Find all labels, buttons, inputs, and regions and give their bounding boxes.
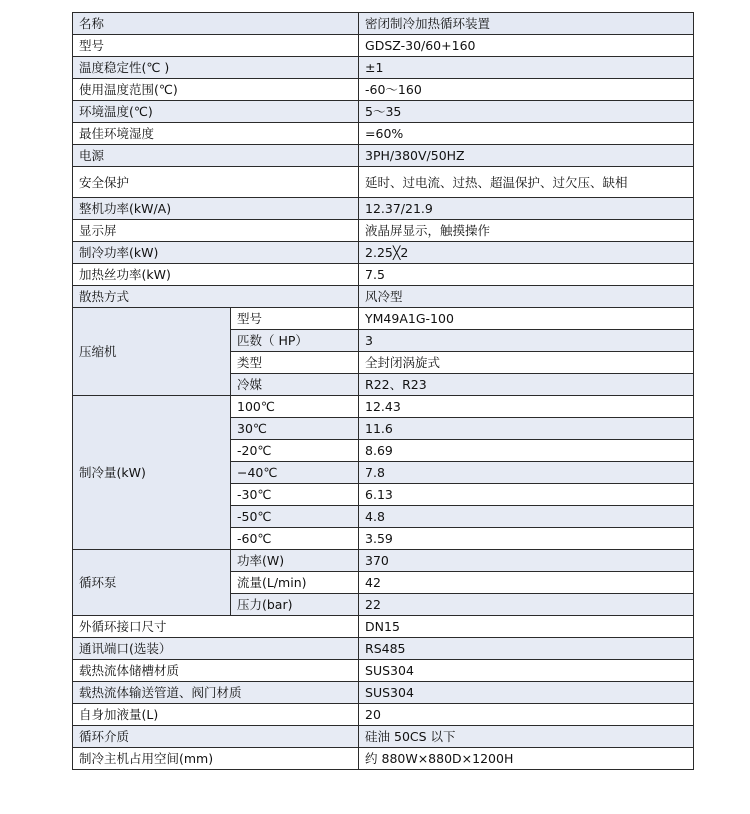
cooling-capacity-sub-label: -20℃	[231, 440, 359, 462]
cooling-capacity-value: 7.8	[359, 462, 694, 484]
spec-label: 通讯端口(选装）	[73, 638, 359, 660]
compressor-value: YM49A1G-100	[359, 308, 694, 330]
compressor-value: R22、R23	[359, 374, 694, 396]
spec-table-body	[73, 13, 694, 770]
header-label: 名称	[73, 13, 359, 35]
spec-label: 载热流体输送管道、阀门材质	[73, 682, 359, 704]
pump-sub-label: 流量(L/min)	[231, 572, 359, 594]
cooling-capacity-sub-label: -60℃	[231, 528, 359, 550]
spec-value: 约 880W×880D×1200H	[359, 748, 694, 770]
spec-label: 最佳环境湿度	[73, 123, 359, 145]
cooling-capacity-group-label: 制冷量(kW)	[73, 396, 231, 550]
spec-value: 12.37/21.9	[359, 198, 694, 220]
spec-value: 硅油 50CS 以下	[359, 726, 694, 748]
table-row	[73, 616, 694, 638]
cooling-capacity-value: 6.13	[359, 484, 694, 506]
spec-value: 延时、过电流、过热、超温保护、过欠压、缺相	[359, 167, 694, 198]
table-row	[73, 79, 694, 101]
spec-label: 整机功率(kW/A)	[73, 198, 359, 220]
spec-label: 循环介质	[73, 726, 359, 748]
spec-label: 载热流体储槽材质	[73, 660, 359, 682]
spec-value: 20	[359, 704, 694, 726]
cooling-capacity-sub-label: −40℃	[231, 462, 359, 484]
spec-value: 液晶屏显示，触摸操作	[359, 220, 694, 242]
cooling-capacity-value: 4.8	[359, 506, 694, 528]
compressor-sub-label: 匹数（ HP）	[231, 330, 359, 352]
spec-label: 显示屏	[73, 220, 359, 242]
table-row	[73, 123, 694, 145]
compressor-sub-label: 类型	[231, 352, 359, 374]
table-row	[73, 550, 694, 572]
spec-value: 2.25╳2	[359, 242, 694, 264]
spec-label: 外循环接口尺寸	[73, 616, 359, 638]
pump-group-label: 循环泵	[73, 550, 231, 616]
cooling-capacity-value: 11.6	[359, 418, 694, 440]
table-row	[73, 704, 694, 726]
spec-value: SUS304	[359, 660, 694, 682]
spec-value: SUS304	[359, 682, 694, 704]
pump-value: 370	[359, 550, 694, 572]
table-row	[73, 101, 694, 123]
spec-label: 制冷功率(kW)	[73, 242, 359, 264]
table-row	[73, 308, 694, 330]
table-row	[73, 748, 694, 770]
compressor-sub-label: 型号	[231, 308, 359, 330]
spec-label: 使用温度范围(℃)	[73, 79, 359, 101]
table-row	[73, 682, 694, 704]
pump-value: 42	[359, 572, 694, 594]
spec-value: DN15	[359, 616, 694, 638]
table-row	[73, 638, 694, 660]
table-row	[73, 198, 694, 220]
spec-value: -60～160	[359, 79, 694, 101]
compressor-group-label: 压缩机	[73, 308, 231, 396]
spec-label: 安全保护	[73, 167, 359, 198]
spec-label: 散热方式	[73, 286, 359, 308]
cooling-capacity-sub-label: 30℃	[231, 418, 359, 440]
cooling-capacity-value: 8.69	[359, 440, 694, 462]
table-row	[73, 220, 694, 242]
table-row	[73, 396, 694, 418]
spec-label: 自身加液量(L)	[73, 704, 359, 726]
spec-value: 风冷型	[359, 286, 694, 308]
cooling-capacity-sub-label: -50℃	[231, 506, 359, 528]
spec-value: 3PH/380V/50HZ	[359, 145, 694, 167]
table-row	[73, 35, 694, 57]
pump-sub-label: 功率(W)	[231, 550, 359, 572]
compressor-value: 3	[359, 330, 694, 352]
header-value: 密闭制冷加热循环装置	[359, 13, 694, 35]
spec-value: 5～35	[359, 101, 694, 123]
spec-value: 7.5	[359, 264, 694, 286]
spec-value: GDSZ-30/60+160	[359, 35, 694, 57]
spec-table	[72, 12, 694, 770]
table-row	[73, 167, 694, 198]
spec-value: RS485	[359, 638, 694, 660]
cooling-capacity-sub-label: 100℃	[231, 396, 359, 418]
spec-label: 温度稳定性(℃ )	[73, 57, 359, 79]
table-row	[73, 57, 694, 79]
table-row	[73, 145, 694, 167]
spec-label: 环境温度(℃)	[73, 101, 359, 123]
table-row	[73, 264, 694, 286]
spec-label: 加热丝功率(kW)	[73, 264, 359, 286]
spec-value: =60%	[359, 123, 694, 145]
table-header-row	[73, 13, 694, 35]
table-row	[73, 286, 694, 308]
cooling-capacity-value: 12.43	[359, 396, 694, 418]
cooling-capacity-sub-label: -30℃	[231, 484, 359, 506]
table-row	[73, 660, 694, 682]
compressor-value: 全封闭涡旋式	[359, 352, 694, 374]
table-row	[73, 726, 694, 748]
pump-value: 22	[359, 594, 694, 616]
cooling-capacity-value: 3.59	[359, 528, 694, 550]
spec-label: 型号	[73, 35, 359, 57]
spec-label: 制冷主机占用空间(mm)	[73, 748, 359, 770]
compressor-sub-label: 冷媒	[231, 374, 359, 396]
spec-label: 电源	[73, 145, 359, 167]
table-row	[73, 242, 694, 264]
spec-value: ±1	[359, 57, 694, 79]
pump-sub-label: 压力(bar)	[231, 594, 359, 616]
